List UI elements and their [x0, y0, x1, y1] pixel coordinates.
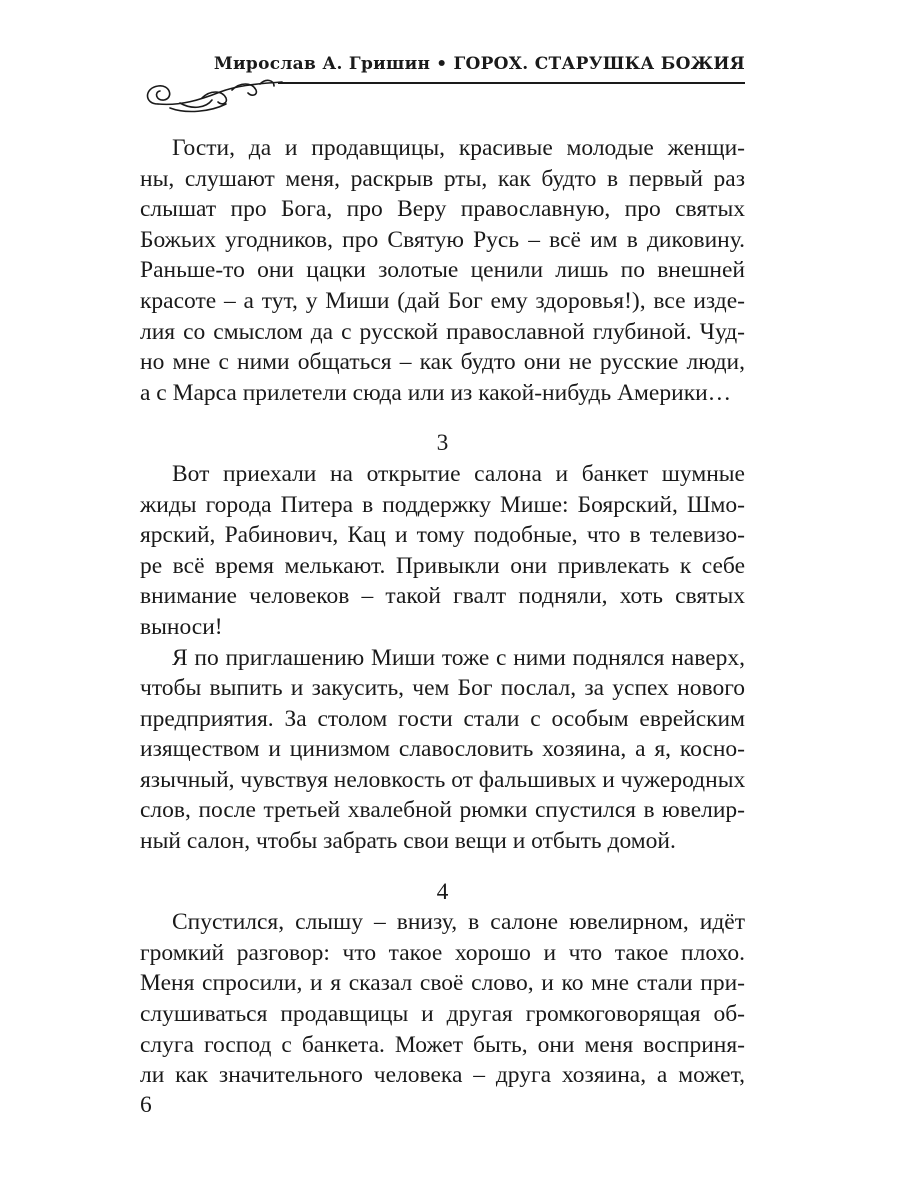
text-line: Спустился, слышу – внизу, в салоне ювелирном, идёт: [172, 909, 745, 936]
header-title: [214, 54, 745, 74]
text-line: язычный, чувствуя неловкость от фальшивых и чужеродных: [140, 766, 746, 793]
text-line: а с Марса прилетели сюда или из какой-нибудь Америки…: [140, 379, 732, 406]
text-line: Гости, да и продавщицы, красивые молодые женщи-: [172, 135, 745, 161]
text-line: громкий разговор: что такое хорошо и что такое плохо.: [140, 939, 745, 966]
text-line: жиды города Питера в поддержку Мише: Боярский, Шмо-: [140, 491, 745, 518]
text-line: лия со смыслом да с русской православной глубиной. Чуд-: [140, 318, 745, 345]
text-line: ре всё время мелькают. Привыкли они привлекать к себе: [140, 552, 745, 579]
page-number: 6: [140, 1092, 152, 1118]
text-line: Раньше-то они цацки золотые ценили лишь по внешней: [140, 257, 745, 284]
text-line: слов, после третьей хвалебной рюмки спустился в ювелир-: [140, 797, 745, 824]
paragraph-4: [140, 907, 745, 1091]
text-line: ный салон, чтобы забрать свои вещи и отбыть домой.: [140, 828, 676, 855]
text-line: Вот приехали на открытие салона и банкет шумные: [172, 460, 745, 487]
section-gap: [140, 408, 745, 428]
paragraph-1: [140, 133, 745, 408]
text-line: слуга господ с банкета. Может быть, они меня восприня-: [140, 1031, 745, 1058]
text-line: чтобы выпить и закусить, чем Бог послал, за успех нового: [140, 675, 745, 702]
text-line: внимание человеков – такой гвалт подняли, хоть святых: [140, 583, 745, 610]
header-rule: [278, 82, 745, 84]
text-line: выноси!: [140, 613, 223, 640]
header-separator: •: [436, 54, 448, 74]
text-line: изяществом и цинизмом славословить хозяина, а я, косно-: [140, 736, 745, 763]
text-line: красоте – а тут, у Миши (дай Бог ему здоровья!), все изде-: [140, 287, 745, 314]
header-book-title: ГОРОХ. СТАРУШКА БОЖИЯ: [453, 54, 745, 74]
section-number-4: 4: [436, 878, 449, 905]
text-line: ярский, Рабинович, Кац и тому подобные, что в телевизо-: [140, 522, 745, 549]
flourish-ornament-icon: [140, 70, 285, 114]
text-line: предприятия. За столом гости стали с особым еврейским: [140, 705, 745, 732]
paragraph-3: [140, 643, 745, 857]
section-gap: [140, 857, 745, 877]
text-line: Меня спросили, и я сказал своё слово, и ко мне стали при-: [140, 970, 745, 997]
paragraph-2: [140, 459, 745, 643]
text-line: ны, слушают меня, раскрыв рты, как будто в первый раз: [140, 165, 745, 192]
section-number-3: 3: [436, 430, 449, 457]
text-line: слушиваться продавщицы и другая громкоговорящая об-: [140, 1001, 745, 1028]
running-header: [140, 44, 745, 114]
text-line: слышат про Бога, про Веру православную, про святых: [140, 196, 745, 223]
text-line: Божьих угодников, про Святую Русь – всё им в диковину.: [140, 226, 745, 253]
text-line: ли как значительного человека – друга хозяина, а может,: [140, 1062, 745, 1089]
page-body: [140, 133, 745, 1091]
header-author: Мирослав А. Гришин: [213, 54, 431, 74]
text-line: но мне с ними общаться – как будто они не русские люди,: [140, 349, 745, 376]
text-line: Я по приглашению Миши тоже с ними поднялся наверх,: [172, 644, 745, 671]
